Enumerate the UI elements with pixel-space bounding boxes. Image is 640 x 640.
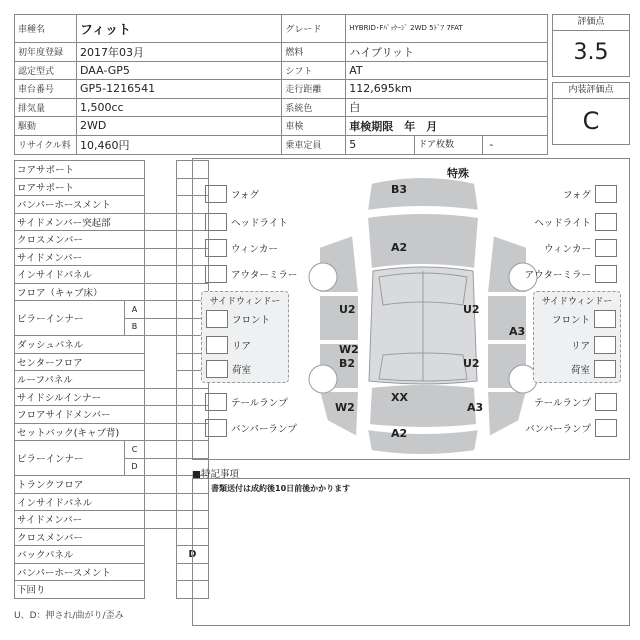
side-window-left-group	[201, 291, 289, 383]
headlight-left-box[interactable]	[205, 213, 227, 231]
taillamp-left-box[interactable]	[205, 393, 227, 411]
check-core-support: コアサポート	[15, 161, 145, 179]
side-rear-right-box[interactable]	[594, 336, 616, 354]
bumperlamp-right-box[interactable]	[595, 419, 617, 437]
check-inside-panel-rear: インサイドパネル	[15, 493, 145, 511]
displacement-value: 1,500cc	[76, 98, 281, 117]
check-bumper-hose-rear: バンパーホースメント	[15, 563, 145, 581]
taillamp-left-label: テールランプ	[231, 398, 288, 409]
bumperlamp-right	[525, 419, 617, 437]
drive-value: 2WD	[76, 117, 281, 136]
doors-value: -	[482, 136, 547, 154]
notes-title: ■特記事項	[192, 469, 239, 480]
code-front-left-door: U2	[339, 303, 356, 316]
interior-value: C	[582, 107, 600, 135]
fog-left-box[interactable]	[205, 185, 227, 203]
taillamp-right-box[interactable]	[595, 393, 617, 411]
mirror-right-box[interactable]	[595, 265, 617, 283]
capacity-label: 乗車定員	[282, 135, 346, 154]
check-dash-panel: ダッシュパネル	[15, 336, 145, 354]
taillamp-left	[205, 393, 288, 411]
fog-left	[205, 185, 259, 203]
code-rear-right-quarter: A3	[467, 401, 484, 414]
taillamp-right	[534, 393, 617, 411]
code-right-fender: A3	[509, 325, 526, 338]
bumperlamp-left-label: バンパーランプ	[231, 424, 297, 435]
side-luggage-left-box[interactable]	[206, 360, 228, 378]
rear-left-wheel	[309, 365, 337, 393]
shift-value: AT	[346, 61, 548, 80]
check-back-panel: バックパネル	[15, 546, 145, 564]
inspection-value: 車検期限 年 月	[346, 117, 548, 136]
check-side-member: サイドメンバー	[15, 248, 145, 266]
side-front-right	[552, 310, 616, 328]
bumperlamp-left-box[interactable]	[205, 419, 227, 437]
side-front-left-label: フロント	[232, 315, 271, 326]
side-rear-left-box[interactable]	[206, 336, 228, 354]
side-front-left	[206, 310, 270, 328]
mileage-label: 走行距離	[282, 80, 346, 99]
model-label: 認定型式	[15, 61, 77, 80]
mileage-value: 112,695km	[346, 80, 548, 99]
capacity-cell	[346, 135, 548, 154]
notes-box	[192, 478, 630, 626]
headlight-left	[205, 213, 288, 231]
side-front-left-box[interactable]	[206, 310, 228, 328]
back-panel-mark: D	[177, 546, 209, 564]
chassis-value: GP5-1216541	[76, 80, 281, 99]
sub-d: D	[125, 458, 145, 476]
code-front-bumper: B3	[391, 183, 408, 196]
check-roof-panel: ルーフパネル	[15, 371, 145, 389]
score-label: 評価点	[553, 15, 629, 31]
first-reg-value: 2017年03月	[76, 43, 281, 62]
side-luggage-left-label: 荷室	[232, 365, 252, 376]
recycle-value: 10,460円	[76, 135, 281, 154]
check-trunk-floor: トランクフロア	[15, 476, 145, 494]
notes-text: 書類送付は成約後10日前後かかります	[211, 484, 351, 493]
code-hood: A2	[391, 241, 408, 254]
displacement-label: 排気量	[15, 98, 77, 117]
name-label: 車種名	[15, 15, 77, 43]
check-floor-side-member: フロアサイドメンバー	[15, 406, 145, 424]
check-floor-cabin: フロア（キャブ床）	[15, 283, 145, 301]
color-value: 白	[346, 98, 548, 117]
winker-left	[205, 239, 278, 257]
bumperlamp-left	[205, 419, 297, 437]
fuel-value: ハイブリット	[346, 43, 548, 62]
panel-title: 特殊	[447, 167, 469, 180]
side-window-left-title: サイドウィンドー	[209, 297, 281, 307]
code-rear-left-door: W2	[339, 343, 359, 356]
side-window-right-title: サイドウィンドー	[541, 297, 613, 307]
headlight-right-box[interactable]	[595, 213, 617, 231]
code-rear-right-door: U2	[463, 357, 480, 370]
car-body-diagram	[305, 175, 541, 457]
check-setback: セットバック(キャブ背)	[15, 423, 145, 441]
check-inside-panel: インサイドパネル	[15, 266, 145, 284]
side-luggage-right	[571, 360, 616, 378]
rear-bumper-shape	[367, 429, 479, 455]
bumperlamp-right-label: バンパーランプ	[525, 424, 591, 435]
check-cross-member-rear: クロスメンバー	[15, 528, 145, 546]
winker-left-box[interactable]	[205, 239, 227, 257]
check-side-sill-inner: サイドシルインナー	[15, 388, 145, 406]
winker-right-label: ウィンカー	[544, 244, 591, 255]
side-front-right-label: フロント	[551, 315, 590, 326]
check-side-member-tip: サイドメンバー突起部	[15, 213, 145, 231]
trunk-shape	[369, 384, 477, 428]
code-rear-left-quarter: W2	[335, 401, 355, 414]
fog-left-label: フォグ	[231, 190, 260, 201]
drive-label: 駆動	[15, 117, 77, 136]
side-rear-right-label: リア	[570, 341, 590, 352]
name-value: フィット	[76, 15, 281, 43]
legend-text: U、D：押され/曲がり/歪み	[14, 611, 124, 621]
code-rear-left-door-b: B2	[339, 357, 356, 370]
mirror-right-label: アウターミラー	[524, 270, 591, 281]
recycle-label: リサイクル料	[15, 135, 77, 154]
inspection-label: 車検	[282, 117, 346, 136]
winker-right-box[interactable]	[595, 239, 617, 257]
headlight-right	[534, 213, 617, 231]
score-value: 3.5	[573, 40, 609, 65]
doors-label: ドア枚数	[414, 136, 482, 154]
side-luggage-left	[206, 360, 251, 378]
car-diagram-panel	[192, 158, 630, 460]
side-front-right-box[interactable]	[594, 310, 616, 328]
sub-c: C	[125, 441, 145, 459]
headlight-left-label: ヘッドライト	[231, 218, 288, 229]
fuel-label: 燃料	[282, 43, 346, 62]
check-undercarriage: 下回り	[15, 581, 145, 599]
capacity-value: 5	[349, 138, 357, 151]
mirror-left-box[interactable]	[205, 265, 227, 283]
mirror-left	[205, 265, 297, 283]
fog-right-box[interactable]	[595, 185, 617, 203]
interior-label: 内装評価点	[553, 83, 629, 99]
side-luggage-right-label: 荷室	[570, 365, 590, 376]
check-pillar-inner-cd: ピラーインナー	[15, 441, 125, 476]
code-trunk: XX	[391, 391, 408, 404]
check-rear-support: ロアサポート	[15, 178, 145, 196]
side-rear-left	[206, 336, 251, 354]
mirror-right	[525, 265, 617, 283]
sub-a: A	[125, 301, 145, 319]
front-left-door-shape	[319, 295, 359, 341]
hood-shape	[367, 213, 479, 269]
headlight-right-label: ヘッドライト	[534, 218, 591, 229]
fog-right	[563, 185, 617, 203]
winker-right	[544, 239, 617, 257]
first-reg-label: 初年度登録	[15, 43, 77, 62]
shift-label: シフト	[282, 61, 346, 80]
front-left-wheel	[309, 263, 337, 291]
right-quarter-shape	[487, 391, 527, 437]
score-box	[552, 14, 630, 77]
model-value: DAA-GP5	[76, 61, 281, 80]
check-bumper-hose-front: バンパーホースメント	[15, 196, 145, 214]
check-cross-member: クロスメンバー	[15, 231, 145, 249]
chassis-label: 車台番号	[15, 80, 77, 99]
check-side-member-rear: サイドメンバー	[15, 511, 145, 529]
taillamp-right-label: テールランプ	[534, 398, 591, 409]
check-pillar-inner-ab: ピラーインナー	[15, 301, 125, 336]
fog-right-label: フォグ	[562, 190, 591, 201]
color-label: 系統色	[282, 98, 346, 117]
side-rear-left-label: リア	[232, 341, 252, 352]
side-luggage-right-box[interactable]	[594, 360, 616, 378]
side-rear-right	[571, 336, 616, 354]
left-quarter-shape	[319, 391, 359, 437]
vehicle-info-table	[14, 14, 548, 155]
frame-check-table	[14, 160, 209, 599]
winker-left-label: ウィンカー	[231, 244, 278, 255]
mirror-left-label: アウターミラー	[231, 270, 298, 281]
grade-value: HYBRID･Fﾊﾟｯｹｰｼﾞ 2WD 5ﾄﾞｱ 7FAT	[346, 15, 548, 43]
side-window-right-group	[533, 291, 621, 383]
front-bumper-shape	[367, 177, 479, 211]
grade-label: グレード	[282, 15, 346, 43]
code-front-right-door: U2	[463, 303, 480, 316]
check-center-floor: センターフロア	[15, 353, 145, 371]
interior-score-box	[552, 82, 630, 145]
sub-b: B	[125, 318, 145, 336]
code-rear-bumper: A2	[391, 427, 408, 440]
